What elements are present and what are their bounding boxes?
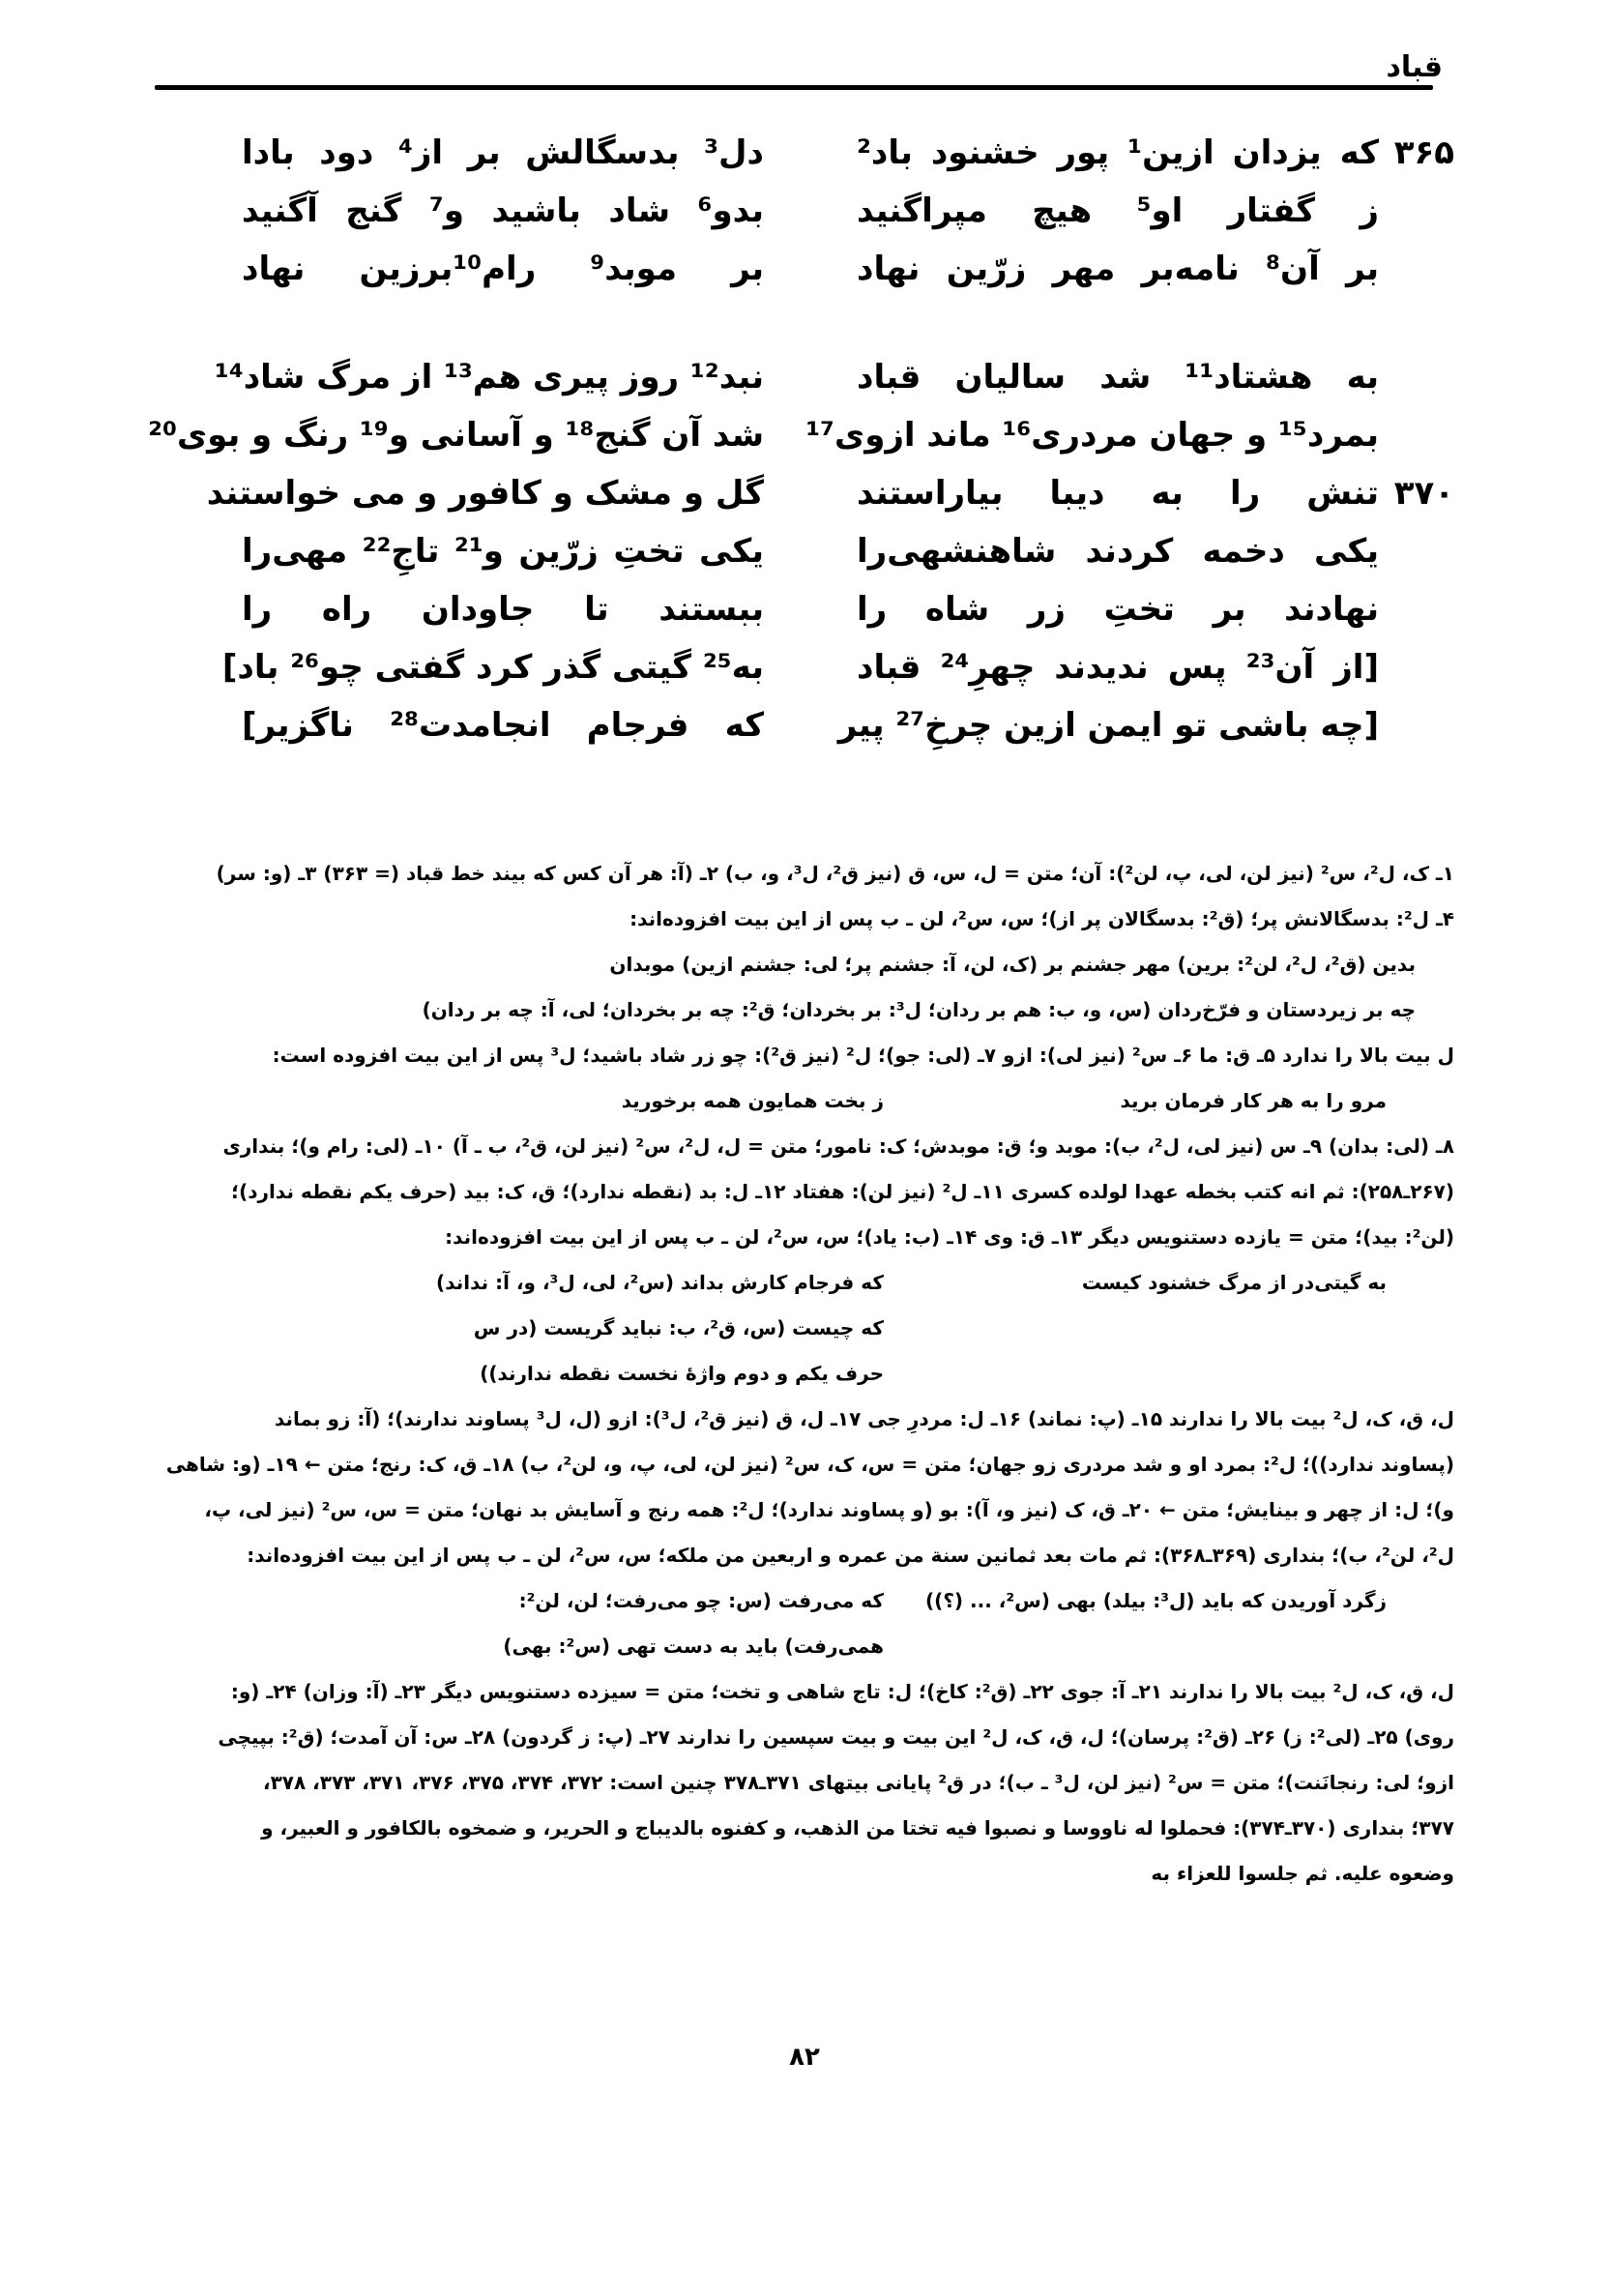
couplet xyxy=(242,696,1454,754)
footnote-verse xyxy=(155,1578,1454,1624)
footnote-verse xyxy=(155,1260,1454,1306)
header-rule xyxy=(155,85,1433,90)
footnote-line: چه بر زیردستان و فرّخ‌ردان (س، و، ب: هم بر ردان؛ ل³: بر بخردان؛ ق²: چه بر بخردان؛ لی، آ: چه بر ردان) xyxy=(422,998,1416,1021)
hemistich-left: دل³ بدسگالش بر از⁴ دود بادا xyxy=(242,133,764,172)
page-number: ۸۲ xyxy=(789,2043,820,2072)
footnote-verse xyxy=(155,1078,1454,1124)
footnote-verse xyxy=(155,1624,1454,1669)
couplet xyxy=(242,124,1454,182)
hemistich-right: [چه باشی تو ایمن ازین چرخِ²⁷ پیر xyxy=(837,706,1379,745)
verse-group-1 xyxy=(242,124,1454,298)
footnote-hemistich-right: مرو را به هر کار فرمان برید xyxy=(1120,1089,1387,1112)
footnote-line: وضعوه علیه. ثم جلسوا للعزاء به xyxy=(1151,1862,1454,1885)
hemistich-right: به هشتاد¹¹ شد سالیان قباد xyxy=(857,358,1379,397)
footnote-hemistich-left: حرف یکم و دوم واژهٔ نخست نقطه ندارند)) xyxy=(480,1362,884,1385)
footnote-line: ل، ق، ک، ل² بیت بالا را ندارند ۱۵ـ (پ: نماند) ۱۶ـ ل: مردرِ جی ۱۷ـ ل، ق (نیز ق²، ل³): ازو (ل، ل³ پساوند ندارند)؛ (آ: زو بماند xyxy=(274,1407,1454,1430)
couplet xyxy=(221,638,1454,696)
running-head: قباد xyxy=(1386,50,1443,84)
hemistich-left: به²⁵ گیتی گذر کرد گفتی چو²⁶ باد] xyxy=(221,648,764,687)
hemistich-right: یکی دخمه کردند شاهنشهی‌را xyxy=(857,532,1379,571)
footnote-line: (پساوند ندارد))؛ ل²: بمرد او و شد مردری زو جهان؛ متن = س، ک، س² (نیز لن، لی، پ، و، لن²، ب) ۱۸ـ ق، ک: رنج؛ متن ← ۱۹ـ (و: شاهی xyxy=(165,1453,1454,1476)
couplet xyxy=(214,348,1454,406)
hemistich-left: گل و مشک و کافور و می خواستند xyxy=(206,474,764,513)
footnote-verse xyxy=(155,1351,1454,1397)
verse-group-2 xyxy=(148,348,1454,754)
footnote-hemistich-right: زگرد آوریدن که باید (ل³: بیلد) بهی (س²، ... (؟)) xyxy=(925,1589,1387,1612)
hemistich-left: بر موبد⁹ رام¹⁰برزین نهاد xyxy=(242,250,764,288)
footnote-verse xyxy=(155,1306,1454,1351)
couplet xyxy=(242,580,1454,638)
footnote-hemistich-right xyxy=(884,1306,1454,1351)
footnote-line: ازو؛ لی: رنجانَنت)؛ متن = س² (نیز لن، ل³ ـ ب)؛ در ق² پایانی بیتهای ۳۷۱ـ۳۷۸ چنین است: ۳۷۲، ۳۷۴، ۳۷۵، ۳۷۶، ۳۷۱، ۳۷۳، ۳۷۸، xyxy=(262,1771,1454,1794)
footnotes xyxy=(155,851,1454,1897)
footnote-hemistich-left: که فرجام کارش بداند (س²، لی، ل³، و، آ: نداند) xyxy=(436,1271,884,1294)
footnote-line: ۸ـ (لی: بدان) ۹ـ س (نیز لی، ل²، ب): موبد و؛ ق: موبدش؛ ک: نامور؛ متن = ل، ل²، س² (نیز لن، ق²، ب ـ آ) ۱۰ـ (لی: رام و)؛ بنداری xyxy=(222,1134,1454,1158)
footnote-line: و)؛ ل: از چهر و بینایش؛ متن ← ۲۰ـ ق، ک (نیز و، آ): بو (و پساوند ندارد)؛ ل²: همه رنج و آسایش بد نهان؛ متن = س، س² (نیز لی، پ، xyxy=(204,1498,1454,1521)
hemistich-left: شد آن گنج¹⁸ و آسانی و¹⁹ رنگ و بوی²⁰ xyxy=(148,416,764,455)
hemistich-right: نهادند بر تختِ زر شاه را xyxy=(857,590,1379,629)
hemistich-left: بدو⁶ شاد باشید و⁷ گنج آگنید xyxy=(242,191,764,230)
footnote-line: بدین (ق²، ل²، لن²: برین) مهر جشنم بر (ک، لن، آ: جشنم پر؛ لی: جشنم ازین) موبدان xyxy=(609,953,1416,976)
footnote-line: روی) ۲۵ـ (لی²: ز) ۲۶ـ (ق²: پرسان)؛ ل، ق، ک، ل² این بیت و بیت سپسین را ندارند ۲۷ـ (پ: ز گردون) ۲۸ـ س: آن آمدت؛ (ق²: بپیچی xyxy=(218,1725,1454,1749)
verse-number: ۳۶۵ xyxy=(1393,133,1454,172)
hemistich-left: یکی تختِ زرّین و²¹ تاجِ²² مهی‌را xyxy=(242,532,764,571)
hemistich-left: نبد¹² روز پیری هم¹³ از مرگ شاد¹⁴ xyxy=(214,358,764,397)
footnote-hemistich-right: به گیتی‌در از مرگ خشنود کیست xyxy=(1081,1271,1387,1294)
footnote-line: ل، ق، ک، ل² بیت بالا را ندارند ۲۱ـ آ: جوی ۲۲ـ (ق²: کاخ)؛ ل: تاج شاهی و تخت؛ متن = سیزده دستنویس دیگر ۲۳ـ (آ: وزان) ۲۴ـ (و: xyxy=(230,1680,1454,1703)
footnote-line: (لن²: بید)؛ متن = یازده دستنویس دیگر ۱۳ـ ق: وی ۱۴ـ (ب: یاد)؛ س، س²، لن ـ ب پس از این بیت افزوده‌اند: xyxy=(445,1225,1454,1249)
footnote-line: ل²، لن²، ب)؛ بنداری (۳۶۹ـ۳۶۸): ثم مات بعد ثمانین سنة من عمره و اربعین من ملکه؛ س، س²، لن ـ ب پس از این بیت افزوده‌اند: xyxy=(247,1544,1454,1567)
couplet xyxy=(242,240,1454,298)
footnote-line: ۱ـ ک، ل²، س² (نیز لن، لی، پ، لن²): آن؛ متن = ل، س، ق (نیز ق²، ل³، و، ب) ۲ـ (آ: هر آن کس که بیند خط قباد (= ۳۶۳) ۳ـ (و: سر) xyxy=(216,862,1454,885)
verse-number: ۳۷۰ xyxy=(1393,474,1454,513)
footnote-hemistich-left: ز بخت همایون همه برخورید xyxy=(621,1089,884,1112)
footnote-hemistich-left: همی‌رفت) باید به دست تهی (س²: بهی) xyxy=(503,1634,884,1658)
footnote-line: ل بیت بالا را ندارد ۵ـ ق: ما ۶ـ س² (نیز لی): ازو ۷ـ (لی: جو)؛ ل² (نیز ق²): چو زر شاد باشید؛ ل³ پس از این بیت افزوده است: xyxy=(272,1044,1454,1067)
hemistich-right: که یزدان ازین¹ پور خشنود باد² xyxy=(857,133,1379,172)
hemistich-right: بمرد¹⁵ و جهان مردری¹⁶ ماند ازوی¹⁷ xyxy=(805,416,1379,455)
couplet xyxy=(206,464,1454,522)
footnote-hemistich-right xyxy=(884,1624,1454,1669)
footnote-hemistich-left: که چیست (س، ق²، ب: نباید گریست (در س xyxy=(473,1316,884,1339)
hemistich-left: که فرجام انجامدت²⁸ ناگزیر] xyxy=(242,706,765,745)
footnote-line: ۳۷۷؛ بنداری (۳۷۰ـ۳۷۴): فحملوا له ناووسا و نصبوا فیه تختا من الذهب، و کفنوه بالدیباج و الحریر، و ضمخوه بالکافور و العبیر، و xyxy=(261,1816,1454,1840)
footnote-hemistich-left: که می‌رفت (س: چو می‌رفت؛ لن، لن²: xyxy=(518,1589,884,1612)
footnote-line: (۲۶۷ـ۲۵۸): ثم انه کتب بخطه عهدا لولده کسری ۱۱ـ ل² (نیز لن): هفتاد ۱۲ـ ل: بد (نقطه ندارد)؛ ق، ک: بید (حرف یکم نقطه ندارد)؛ xyxy=(231,1180,1454,1203)
hemistich-right: [از آن²³ پس ندیدند چهرِ²⁴ قباد xyxy=(857,648,1379,687)
footnote-hemistich-right xyxy=(884,1351,1454,1397)
footnote-line: ۴ـ ل²: بدسگالانش پر؛ (ق²: بدسگالان پر از)؛ س، س²، لن ـ ب پس از این بیت افزوده‌اند: xyxy=(629,907,1454,930)
hemistich-left: ببستند تا جاودان راه را xyxy=(242,590,764,629)
hemistich-right: تنش را به دیبا بیاراستند xyxy=(857,474,1379,513)
hemistich-right: بر آن⁸ نامه‌بر مهر زرّین نهاد xyxy=(857,250,1379,288)
couplet xyxy=(148,406,1454,464)
hemistich-right: ز گفتار او⁵ هیچ مپراگنید xyxy=(857,191,1379,230)
couplet xyxy=(242,182,1454,240)
couplet xyxy=(242,522,1454,580)
